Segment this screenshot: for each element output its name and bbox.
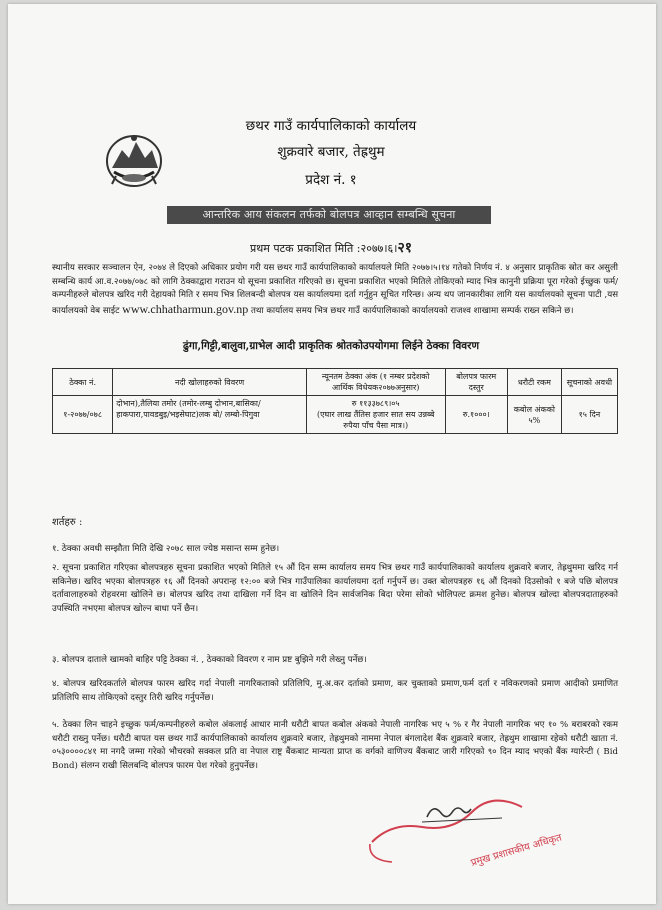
intro-tail: तथा कार्यालय समय भित्र छथर गाउँ कार्यपालिकाको कार्यालयको राजश्व शाखामा सम्पर्क राख्न सकिने छ। bbox=[250, 305, 574, 316]
terms-heading: शर्तहरु : bbox=[52, 517, 83, 528]
col-header-deposit: धरौटी रकम bbox=[507, 369, 561, 396]
cell-period: १५ दिन bbox=[561, 396, 617, 434]
official-stamp-signature bbox=[352, 782, 564, 872]
province-line: प्रदेश नं. १ bbox=[305, 172, 357, 188]
office-title: छथर गाउँ कार्यपालिकाको कार्यालय bbox=[245, 118, 417, 134]
intro-paragraph bbox=[52, 262, 618, 318]
stamp-text: प्रमुख प्रशासकीय अधिकृत bbox=[469, 832, 564, 869]
cell-deposit: कबोल अंकको ५% bbox=[507, 396, 561, 434]
table-header-row bbox=[53, 369, 618, 396]
cell-amount-figure: रु ११३३७८९।०५ bbox=[351, 399, 400, 408]
intro-text: स्थानीय सरकार सञ्चालन ऐन, २०७४ ले दिएको अधिकार प्रयोग गरी यस छथर गाउँ कार्यपालिकाको कार्यालयले मिति २०७७।५।१४ गतेको निर्णय नं. ४ अनुसार प्राकृतिक स्रोत कर असुली सम्बन्धि कार्य आ.व.२०७७/०७८ को लागि ठेक्काद्वारा गराउन यो सूचना प्रकाशित गरिएको छ। सूचना प्रकाशित भएको मितिले तोकिएको म्याद भित्र कानुनी प्रक्रिया पूरा गरेको ईच्छुक फर्म/कम्पनीहरुले बोलपत्र खरिद गरी देहायको मिति र समय भित्र शिलबन्दी बोलपत्र यस कार्यालयमा दर्ता गर्नुहुन सूचित गरिन्छ। अन्य थप जानकारीका लागि यस कार्यालयको सूचना पाटी ,यस कार्यालयको वेब साईट bbox=[52, 263, 619, 316]
cell-rivers: दोभान),तैलिया तमोर (तमोर-लम्बु दोभान,बासिका/हाकपारा,पावडबुइ/भइसेघाट)लक बो/ लम्बो-पिगुवा bbox=[113, 396, 307, 434]
website-link[interactable]: www.chhatharmun.gov.np bbox=[122, 301, 249, 316]
notice-subject: आन्तरिक आय संकलन तर्फको बोलपत्र आव्हान सम्बन्धि सूचना bbox=[167, 206, 491, 224]
col-header-rivers: नदी खोलाहरुको विवरण bbox=[113, 369, 307, 396]
term-5: ५. ठेक्का लिन चाहने इच्छुक फर्म/कम्पनीहरुले कबोल अंकलाई आधार मानी धरौटी बापत कबोल अंकको नेपाली नागरिक भए ५ % र गैर नेपाली नागरिक भए १० % बराबरको रकम धरौटी राख्नु पर्नेछ। धरौटी बापत यस छथर गाउँ कार्यपालिकाको कार्यालय शुक्रवारे बजार, तेह्रथुमको नाममा नेपाल बंगलादेश बैंक शुक्रवारे बजार, तेह्रथुम शाखामा रहेको धरौटी खाता नं. ०५३००००८४१ मा नगदै जम्मा गरेको भौचरको सक्कल प्रति वा नेपाल राष्ट्र बैंकबाट मान्यता प्राप्त क वर्गको वाणिज्य बैंकबाट जारी गरिएको ९० दिन म्याद भएको बैंक ग्यारेन्टी ( Bid Bond) संलग्न राखी सिलबन्दि बोलपत्र फारम पेश गरेको हुनुपर्नेछ। bbox=[52, 720, 618, 771]
cell-amount bbox=[306, 396, 445, 434]
col-header-min-amount: न्यूनतम ठेक्का अंक (१ नम्बर प्रदेशको आर्थिक विधेयक२०७७अनुसार) bbox=[306, 369, 445, 396]
term-4: ४. बोलपत्र खरिदकर्ताले बोलपत्र फारम खरिद गर्दा नेपाली नागरिकताको प्रतिलिपि, मु.अ.कर दर्ताको प्रमाण, कर चुक्ताको प्रमाण,फर्म दर्ता र नविकरणको प्रमाण आदीको प्रमाणित प्रतिलिपि साथ तोकिएको दस्तुर तिरी खरिद गर्नुपर्नेछ। bbox=[52, 679, 618, 703]
office-address: शुक्रवारे बजार, तेह्रथुम bbox=[277, 144, 385, 160]
cell-form-fee: रु.१०००। bbox=[445, 396, 507, 434]
col-header-form-fee: बोलपत्र फारम दस्तुर bbox=[445, 369, 507, 396]
cell-amount-words: (एघार लाख तैंतिस हजार सात सय उन्नब्बे रुपैया पाँच पैसा मात्र।) bbox=[316, 410, 435, 430]
tender-table bbox=[52, 368, 618, 434]
col-header-period: सूचनाको अवधी bbox=[561, 369, 617, 396]
table-title: ढुंगा,गिट्टी,बालुवा,ग्राभेल आदी प्राकृतिक श्रोतकोउपयोगमा लिईने ठेक्का विवरण bbox=[182, 340, 480, 352]
term-2: २. सूचना प्रकाशित गरिएका बोलपत्रहरु सूचना प्रकाशित भएको मितिले १५ औं दिन सम्म कार्यालय समय भित्र छथर गाउँ कार्यपालिकाको कार्यालय शुक्रवारे बजार, तेह्रथुममा खरिद गर्न सकिनेछ। खरिद भएका बोलपत्रहरु १६ औं दिनको अपरान्ह १२:०० बजे भित्र गाउँपालिका कार्यालयमा दर्ता गर्नुपर्ने छ। उक्त बोलपत्रहरु १६ औं दिनको दिउसोको १ बजे पछि बोलपत्र दर्तावालाहरुको रोहवरमा खोलिने छ। बोलपत्र खरिद तथा दाखिला गर्ने दिन वा खोलिने दिन सार्वजनिक बिदा परेमा सोको भोलिपल्ट क्रमश हुनेछ। बोलपत्र खोल्दा बोलपत्रदाताहरुको उपस्थिति नभएमा बोलपत्र खोल्न बाधा पर्ने छैन। bbox=[52, 563, 618, 614]
table-row bbox=[53, 396, 618, 434]
cell-contract-no: १-२०७७/०७८ bbox=[53, 396, 113, 434]
col-header-contract-no: ठेक्का नं. bbox=[53, 369, 113, 396]
publication-date bbox=[0, 238, 662, 257]
publication-date-label: प्रथम पटक प्रकाशित मिति :२०७७।६। bbox=[250, 242, 398, 255]
term-3: ३. बोलपत्र दाताले खामको बाहिर पट्टि ठेक्का नं. , ठेक्काको विवरण र नाम प्रष्ट बुझिने गरी लेख्नु पर्नेछ। bbox=[52, 655, 367, 665]
publication-date-day: २१ bbox=[397, 240, 412, 256]
term-1: १. ठेक्का अवधी सम्झौता मिति देखि २०७८ साल ज्येष्ठ मसान्त सम्म हुनेछ। bbox=[52, 544, 280, 554]
